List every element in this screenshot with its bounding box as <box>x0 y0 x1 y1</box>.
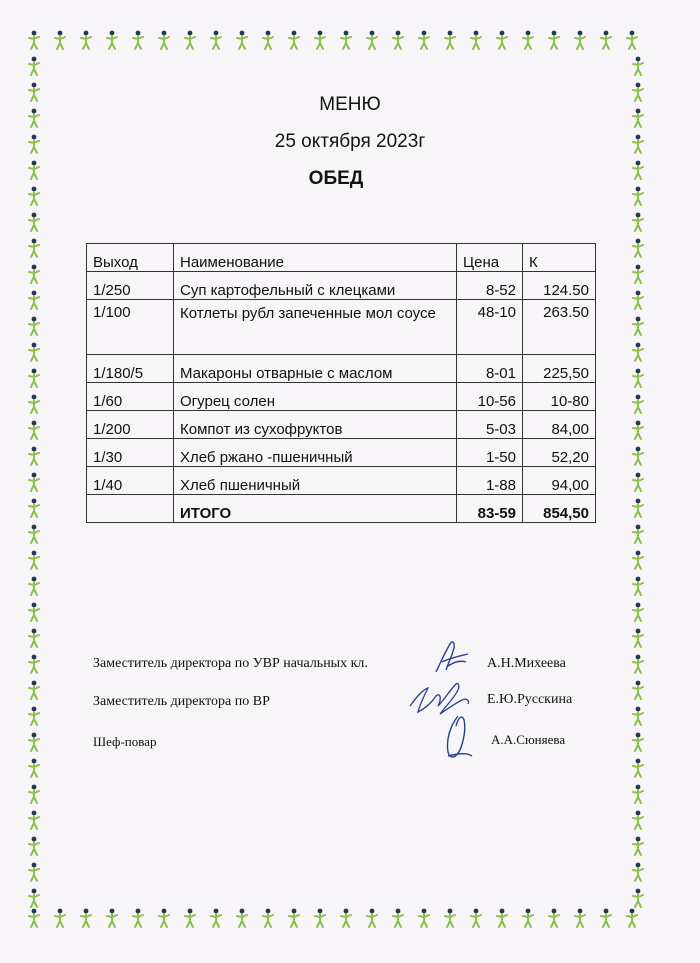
stick-figure-icon <box>26 628 42 648</box>
stick-figure-icon <box>338 30 354 50</box>
table-row <box>87 411 596 439</box>
stick-figure-icon <box>26 368 42 388</box>
stick-figure-icon <box>26 212 42 232</box>
stick-figure-icon <box>364 30 380 50</box>
cell-out-empty <box>87 495 174 523</box>
stick-figure-icon <box>624 908 640 928</box>
stick-figure-icon <box>630 550 646 570</box>
cell-k: 263.50 <box>523 300 596 355</box>
stick-figure-icon <box>26 420 42 440</box>
stick-figure-icon <box>26 394 42 414</box>
stick-figure-icon <box>26 550 42 570</box>
stick-figure-icon <box>630 212 646 232</box>
stick-figure-icon <box>260 30 276 50</box>
stick-figure-icon <box>442 30 458 50</box>
stick-figure-icon <box>182 30 198 50</box>
stick-figure-icon <box>130 30 146 50</box>
cell-k: 94,00 <box>523 467 596 495</box>
stick-figure-icon <box>26 680 42 700</box>
stick-figure-icon <box>26 706 42 726</box>
total-k: 854,50 <box>523 495 596 523</box>
stick-figure-icon <box>630 784 646 804</box>
stick-figure-icon <box>390 30 406 50</box>
table-header-row <box>87 244 596 272</box>
signature-name-3: А.А.Сюняева <box>491 732 566 747</box>
stick-figure-icon <box>630 862 646 882</box>
stick-figure-icon <box>630 238 646 258</box>
cell-price: 1-50 <box>457 439 523 467</box>
cell-name: Суп картофельный с клецками <box>174 272 457 300</box>
handwritten-signature-3 <box>440 712 476 764</box>
signature-role-3: Шеф-повар <box>93 734 157 749</box>
stick-figure-icon <box>26 836 42 856</box>
stick-figure-icon <box>26 524 42 544</box>
stick-figure-icon <box>260 908 276 928</box>
total-label: ИТОГО <box>174 495 457 523</box>
cell-price: 8-01 <box>457 355 523 383</box>
cell-out: 1/200 <box>87 411 174 439</box>
column-header-name: Наименование <box>174 244 457 272</box>
cell-price: 48-10 <box>457 300 523 355</box>
stick-figure-icon <box>416 908 432 928</box>
stick-figure-icon <box>26 908 42 928</box>
cell-k: 10-80 <box>523 383 596 411</box>
stick-figure-icon <box>494 908 510 928</box>
stick-figure-icon <box>26 316 42 336</box>
stick-figure-icon <box>26 264 42 284</box>
stick-figure-icon <box>26 446 42 466</box>
stick-figure-icon <box>520 908 536 928</box>
column-header-k: К <box>523 244 596 272</box>
stick-figure-icon <box>598 908 614 928</box>
stick-figure-icon <box>598 30 614 50</box>
meal-title: ОБЕД <box>308 168 364 189</box>
signature-role-2: Заместитель директора по ВР <box>93 694 270 709</box>
stick-figure-icon <box>630 602 646 622</box>
stick-figure-icon <box>630 368 646 388</box>
stick-figure-icon <box>130 908 146 928</box>
cell-price: 5-03 <box>457 411 523 439</box>
stick-figure-icon <box>182 908 198 928</box>
cell-name: Котлеты рубл запеченные мол соусе <box>174 300 457 355</box>
stick-figure-icon <box>630 888 646 908</box>
stick-figure-icon <box>630 836 646 856</box>
stick-figure-icon <box>52 908 68 928</box>
cell-out: 1/30 <box>87 439 174 467</box>
stick-figure-icon <box>468 908 484 928</box>
stick-figure-icon <box>26 888 42 908</box>
cell-name: Хлеб ржано -пшеничный <box>174 439 457 467</box>
stick-figure-icon <box>234 30 250 50</box>
stick-figure-icon <box>26 472 42 492</box>
stick-figure-icon <box>520 30 536 50</box>
cell-name: Макароны отварные с маслом <box>174 355 457 383</box>
stick-figure-icon <box>312 30 328 50</box>
stick-figure-icon <box>630 264 646 284</box>
stick-figure-icon <box>156 908 172 928</box>
cell-price: 1-88 <box>457 467 523 495</box>
stick-figure-icon <box>26 290 42 310</box>
cell-out: 1/180/5 <box>87 355 174 383</box>
menu-table <box>86 243 596 523</box>
stick-figure-icon <box>468 30 484 50</box>
stick-figure-icon <box>26 498 42 518</box>
stick-figure-icon <box>546 908 562 928</box>
cell-out: 1/250 <box>87 272 174 300</box>
stick-figure-icon <box>312 908 328 928</box>
table-row <box>87 355 596 383</box>
stick-figure-icon <box>390 908 406 928</box>
stick-figure-icon <box>546 30 562 50</box>
stick-figure-icon <box>208 30 224 50</box>
cell-out: 1/60 <box>87 383 174 411</box>
stick-figure-icon <box>26 732 42 752</box>
table-row <box>87 300 596 355</box>
stick-figure-icon <box>286 908 302 928</box>
stick-figure-icon <box>630 576 646 596</box>
stick-figure-icon <box>52 30 68 50</box>
table-total-row <box>87 495 596 523</box>
stick-figure-icon <box>26 576 42 596</box>
signature-name-2: Е.Ю.Русскина <box>487 692 573 707</box>
stick-figure-icon <box>26 30 42 50</box>
stick-figure-icon <box>624 30 640 50</box>
stick-figure-icon <box>26 602 42 622</box>
stick-figure-icon <box>630 758 646 778</box>
table-row <box>87 467 596 495</box>
handwritten-signature-1 <box>430 636 472 678</box>
signature-role-1: Заместитель директора по УВР начальных кл. <box>93 656 368 671</box>
stick-figure-icon <box>26 810 42 830</box>
cell-name: Компот из сухофруктов <box>174 411 457 439</box>
stick-figure-icon <box>364 908 380 928</box>
cell-price: 10-56 <box>457 383 523 411</box>
cell-out: 1/40 <box>87 467 174 495</box>
stick-figure-icon <box>630 56 646 76</box>
stick-figure-icon <box>630 524 646 544</box>
stick-figure-icon <box>104 30 120 50</box>
stick-figure-icon <box>630 654 646 674</box>
stick-figure-icon <box>26 238 42 258</box>
stick-figure-icon <box>572 908 588 928</box>
stick-figure-icon <box>572 30 588 50</box>
menu-date: 25 октября 2023г <box>274 131 426 152</box>
stick-figure-icon <box>286 30 302 50</box>
stick-figure-icon <box>630 732 646 752</box>
stick-figure-icon <box>26 862 42 882</box>
stick-figure-icon <box>78 908 94 928</box>
cell-k: 84,00 <box>523 411 596 439</box>
stick-figure-icon <box>630 342 646 362</box>
table-row <box>87 272 596 300</box>
stick-figure-icon <box>156 30 172 50</box>
signature-name-1: А.Н.Михеева <box>487 656 566 671</box>
stick-figure-icon <box>26 654 42 674</box>
stick-figure-icon <box>630 810 646 830</box>
stick-figure-icon <box>630 420 646 440</box>
stick-figure-icon <box>26 784 42 804</box>
stick-figure-icon <box>442 908 458 928</box>
cell-price: 8-52 <box>457 272 523 300</box>
stick-figure-icon <box>630 706 646 726</box>
stick-figure-icon <box>26 56 42 76</box>
stick-figure-icon <box>494 30 510 50</box>
column-header-price: Цена <box>457 244 523 272</box>
stick-figure-icon <box>416 30 432 50</box>
table-row <box>87 439 596 467</box>
stick-figure-icon <box>630 316 646 336</box>
stick-figure-icon <box>630 472 646 492</box>
table-row <box>87 383 596 411</box>
total-price: 83-59 <box>457 495 523 523</box>
stick-figure-icon <box>630 290 646 310</box>
stick-figure-icon <box>208 908 224 928</box>
stick-figure-icon <box>630 394 646 414</box>
cell-out: 1/100 <box>87 300 174 355</box>
stick-figure-icon <box>78 30 94 50</box>
cell-k: 124.50 <box>523 272 596 300</box>
stick-figure-icon <box>26 758 42 778</box>
stick-figure-icon <box>630 498 646 518</box>
stick-figure-icon <box>630 446 646 466</box>
stick-figure-icon <box>630 628 646 648</box>
stick-figure-icon <box>26 342 42 362</box>
stick-figure-icon <box>338 908 354 928</box>
stick-figure-icon <box>630 680 646 700</box>
stick-figure-icon <box>234 908 250 928</box>
column-header-out: Выход <box>87 244 174 272</box>
cell-name: Огурец солен <box>174 383 457 411</box>
cell-k: 225,50 <box>523 355 596 383</box>
page-title: МЕНЮ <box>319 94 381 115</box>
stick-figure-icon <box>104 908 120 928</box>
cell-name: Хлеб пшеничный <box>174 467 457 495</box>
cell-k: 52,20 <box>523 439 596 467</box>
